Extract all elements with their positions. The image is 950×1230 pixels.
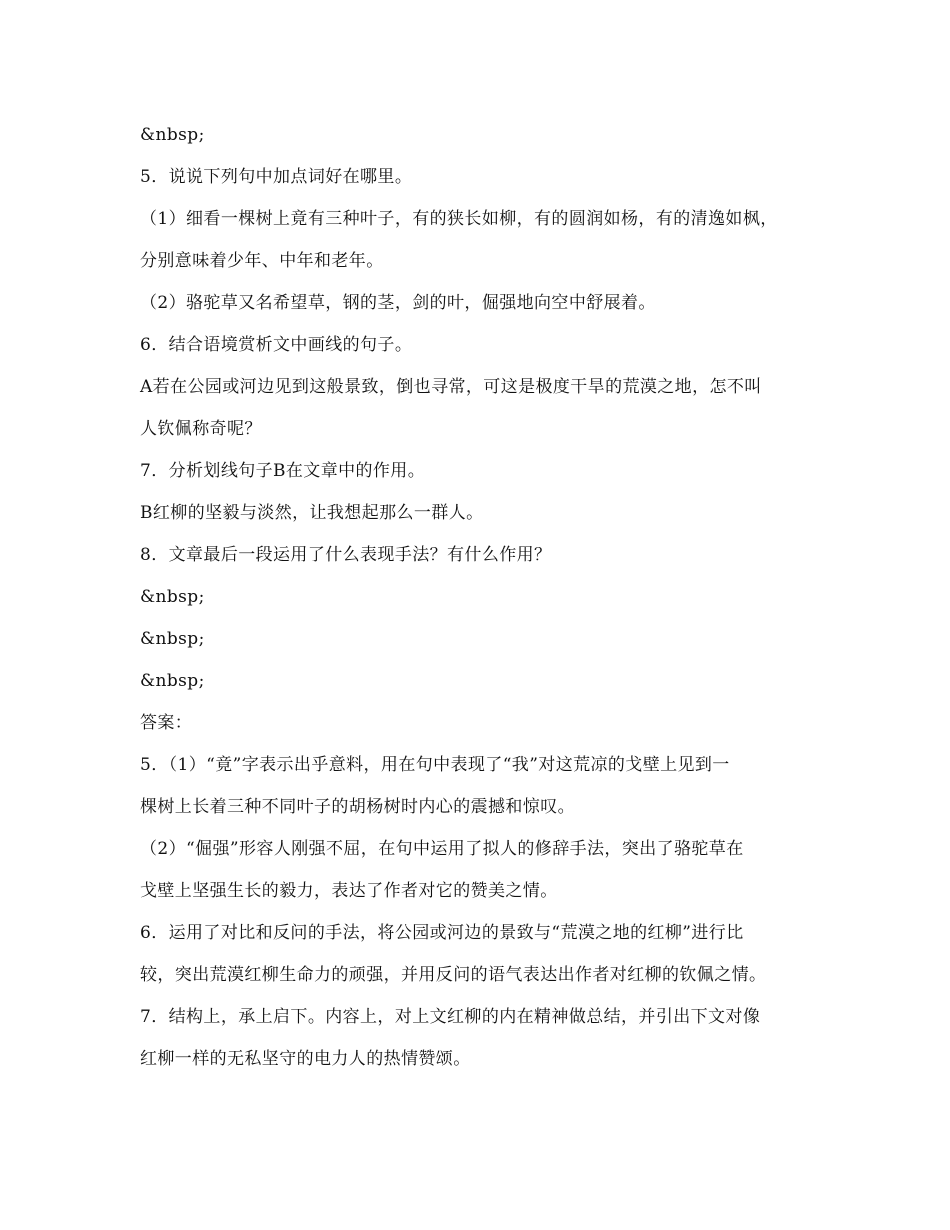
question-5-item-2: （2）骆驼草又名希望草，钢的茎，剑的叶，倔强地向空中舒展着。 — [140, 293, 656, 313]
document-body — [140, 114, 820, 1080]
answer-5-item-1-line-1: 5．（1）“竟”字表示出乎意料，用在句中表现了“我”对这荒凉的戈壁上见到一 — [140, 755, 730, 775]
text-line: &nbsp; — [140, 125, 205, 145]
answer-5-item-1-line-2: 棵树上长着三种不同叶子的胡杨树时内心的震撼和惊叹。 — [140, 797, 575, 817]
question-7-sentence: B红柳的坚毅与淡然，让我想起那么一群人。 — [140, 503, 484, 523]
answer-5-item-2-line-2: 戈壁上坚强生长的毅力，表达了作者对它的赞美之情。 — [140, 881, 558, 901]
answers-heading: 答案： — [140, 713, 193, 733]
answer-6-line-1: 6．运用了对比和反问的手法，将公园或河边的景致与“荒漠之地的红柳”进行比 — [140, 923, 744, 943]
question-8-heading: 8．文章最后一段运用了什么表现手法？有什么作用？ — [140, 545, 552, 565]
question-5-heading: 5．说说下列句中加点词好在哪里。 — [140, 167, 413, 187]
question-6-sentence-line-2: 人钦佩称奇呢？ — [140, 419, 262, 439]
question-6-sentence-line-1: A若在公园或河边见到这般景致，倒也寻常，可这是极度干旱的荒漠之地，怎不叫 — [140, 377, 762, 397]
text-line: &nbsp; — [140, 629, 205, 649]
text-line: &nbsp; — [140, 671, 205, 691]
question-5-item-1-line-2: 分别意味着少年、中年和老年。 — [140, 251, 384, 271]
answer-7-line-1: 7．结构上，承上启下。内容上，对上文红柳的内在精神做总结，并引出下文对像 — [140, 1007, 761, 1027]
question-7-heading: 7．分析划线句子B在文章中的作用。 — [140, 461, 426, 481]
answer-6-line-2: 较，突出荒漠红柳生命力的顽强，并用反问的语气表达出作者对红柳的钦佩之情。 — [140, 965, 767, 985]
answer-7-line-2: 红柳一样的无私坚守的电力人的热情赞颂。 — [140, 1049, 471, 1069]
question-6-heading: 6．结合语境赏析文中画线的句子。 — [140, 335, 413, 355]
question-5-item-1-line-1: （1）细看一棵树上竟有三种叶子，有的狭长如柳，有的圆润如杨，有的清逸如枫， — [140, 209, 778, 229]
answer-5-item-2-line-1: （2）“倔强”形容人刚强不屈，在句中运用了拟人的修辞手法，突出了骆驼草在 — [140, 839, 744, 859]
text-line: &nbsp; — [140, 587, 205, 607]
